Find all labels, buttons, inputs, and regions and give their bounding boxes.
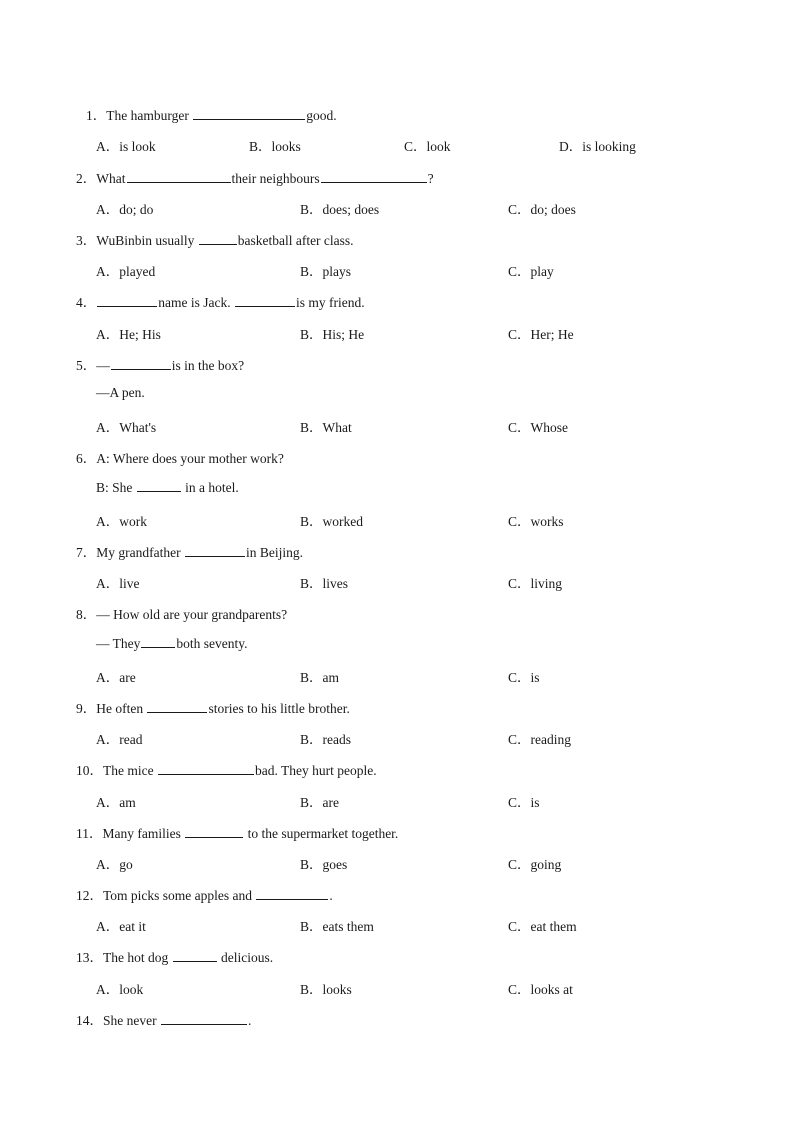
question-6-line2 <box>96 479 239 496</box>
question-text: WuBinbin usually <box>96 233 198 248</box>
option-a[interactable]: A．read <box>96 732 143 747</box>
question-6 <box>76 447 284 467</box>
question-12 <box>76 884 333 904</box>
question-text: is in the box? <box>171 358 245 373</box>
question-1 <box>86 104 337 124</box>
option-b[interactable]: B．reads <box>300 732 351 747</box>
option-c[interactable]: C．living <box>508 576 563 591</box>
option-a[interactable]: A．He; His <box>96 327 161 342</box>
option-b[interactable]: B．looks <box>300 982 352 997</box>
option-a[interactable]: A．am <box>96 795 136 810</box>
option-a[interactable]: A．played <box>96 264 156 279</box>
option-b[interactable]: B．worked <box>300 514 363 529</box>
option-a[interactable]: A．go <box>96 857 133 872</box>
option-c[interactable]: C．play <box>508 264 554 279</box>
option-a[interactable]: A．is look <box>96 139 156 154</box>
question-text: Many families <box>102 826 185 841</box>
option-c[interactable]: C．do; does <box>508 202 576 217</box>
question-text: He often <box>96 701 147 716</box>
question-text: in Beijing. <box>245 545 303 560</box>
question-number: 6． <box>76 451 97 466</box>
answer-blank[interactable] <box>199 232 237 245</box>
answer-blank[interactable] <box>111 357 171 370</box>
question-number: 3． <box>76 233 97 248</box>
question-number: 12． <box>76 888 103 903</box>
option-a[interactable]: A．work <box>96 514 147 529</box>
question-text: their neighbours <box>231 171 320 186</box>
question-text: in a hotel. <box>181 480 239 495</box>
question-number: 10． <box>76 763 103 778</box>
question-text: A: Where does your mother work? <box>96 451 284 466</box>
option-c[interactable]: C．Whose <box>508 420 568 435</box>
question-number: 11． <box>76 826 103 841</box>
option-b[interactable]: B．lives <box>300 576 349 591</box>
question-number: 1． <box>86 108 107 123</box>
option-d[interactable]: D．is looking <box>559 139 636 154</box>
option-a[interactable]: A．are <box>96 670 136 685</box>
question-text: The mice <box>103 763 157 778</box>
question-8-line2 <box>96 635 248 652</box>
question-number: 8． <box>76 607 97 622</box>
option-b[interactable]: B．looks <box>249 139 301 154</box>
question-14 <box>76 1009 251 1029</box>
question-text: to the supermarket together. <box>244 826 399 841</box>
answer-blank[interactable] <box>161 1012 247 1025</box>
option-b[interactable]: B．does; does <box>300 202 380 217</box>
question-text: — They <box>96 636 141 651</box>
question-text: The hot dog <box>103 950 172 965</box>
question-text: What <box>96 171 126 186</box>
option-b[interactable]: B．His; He <box>300 327 365 342</box>
answer-blank[interactable] <box>173 949 217 962</box>
question-text: stories to his little brother. <box>208 701 350 716</box>
option-b[interactable]: B．plays <box>300 264 352 279</box>
answer-blank[interactable] <box>185 825 243 838</box>
question-number: 4． <box>76 295 97 310</box>
question-9 <box>76 697 350 717</box>
option-b[interactable]: B．eats them <box>300 919 374 934</box>
answer-blank[interactable] <box>193 107 305 120</box>
question-number: 2． <box>76 171 97 186</box>
question-text: both seventy. <box>176 636 248 651</box>
question-text: . <box>247 1013 252 1028</box>
option-a[interactable]: A．eat it <box>96 919 146 934</box>
question-text: Tom picks some apples and <box>103 888 256 903</box>
option-c[interactable]: C．look <box>404 139 451 154</box>
question-text: The hamburger <box>106 108 193 123</box>
question-text: delicious. <box>217 950 274 965</box>
answer-blank[interactable] <box>127 170 231 183</box>
question-text: name is Jack. <box>158 295 234 310</box>
question-text: is my friend. <box>295 295 365 310</box>
answer-blank[interactable] <box>185 544 245 557</box>
question-text: basketball after class. <box>237 233 354 248</box>
option-b[interactable]: B．are <box>300 795 339 810</box>
question-text: . <box>329 888 333 903</box>
question-11 <box>76 822 398 842</box>
option-c[interactable]: C．Her; He <box>508 327 574 342</box>
question-text: — How old are your grandparents? <box>96 607 288 622</box>
question-number: 9． <box>76 701 97 716</box>
option-a[interactable]: A．look <box>96 982 144 997</box>
question-text: bad. They hurt people. <box>254 763 377 778</box>
question-text: She never <box>103 1013 160 1028</box>
question-5-response: —A pen. <box>96 385 145 400</box>
question-number: 13． <box>76 950 103 965</box>
answer-blank[interactable] <box>235 294 295 307</box>
option-c[interactable]: C．is <box>508 670 540 685</box>
question-5 <box>76 354 244 374</box>
option-c[interactable]: C．looks at <box>508 982 573 997</box>
option-c[interactable]: C．is <box>508 795 540 810</box>
question-2 <box>76 167 434 187</box>
question-number: 7． <box>76 545 97 560</box>
option-b[interactable]: B．What <box>300 420 352 435</box>
question-3 <box>76 229 354 249</box>
question-text: ? <box>427 171 434 186</box>
option-c[interactable]: C．going <box>508 857 562 872</box>
option-a[interactable]: A．What's <box>96 420 157 435</box>
option-a[interactable]: A．live <box>96 576 140 591</box>
answer-blank[interactable] <box>158 762 254 775</box>
answer-blank[interactable] <box>321 170 427 183</box>
question-number: 5． <box>76 358 97 373</box>
answer-blank[interactable] <box>147 700 207 713</box>
question-7 <box>76 541 303 561</box>
option-c[interactable]: C．works <box>508 514 564 529</box>
question-text: My grandfather <box>96 545 184 560</box>
answer-blank[interactable] <box>97 294 157 307</box>
question-text: — <box>96 358 110 373</box>
question-4 <box>76 291 365 311</box>
question-10 <box>76 759 377 779</box>
question-text: good. <box>306 108 337 123</box>
answer-blank[interactable] <box>256 887 328 900</box>
question-number: 14． <box>76 1013 103 1028</box>
option-c[interactable]: C．eat them <box>508 919 577 934</box>
answer-blank[interactable] <box>137 479 181 492</box>
question-13 <box>76 946 273 966</box>
option-b[interactable]: B．am <box>300 670 339 685</box>
question-8 <box>76 603 287 623</box>
answer-blank[interactable] <box>141 635 175 648</box>
option-a[interactable]: A．do; do <box>96 202 154 217</box>
option-c[interactable]: C．reading <box>508 732 571 747</box>
option-b[interactable]: B．goes <box>300 857 348 872</box>
question-text: B: She <box>96 480 136 495</box>
